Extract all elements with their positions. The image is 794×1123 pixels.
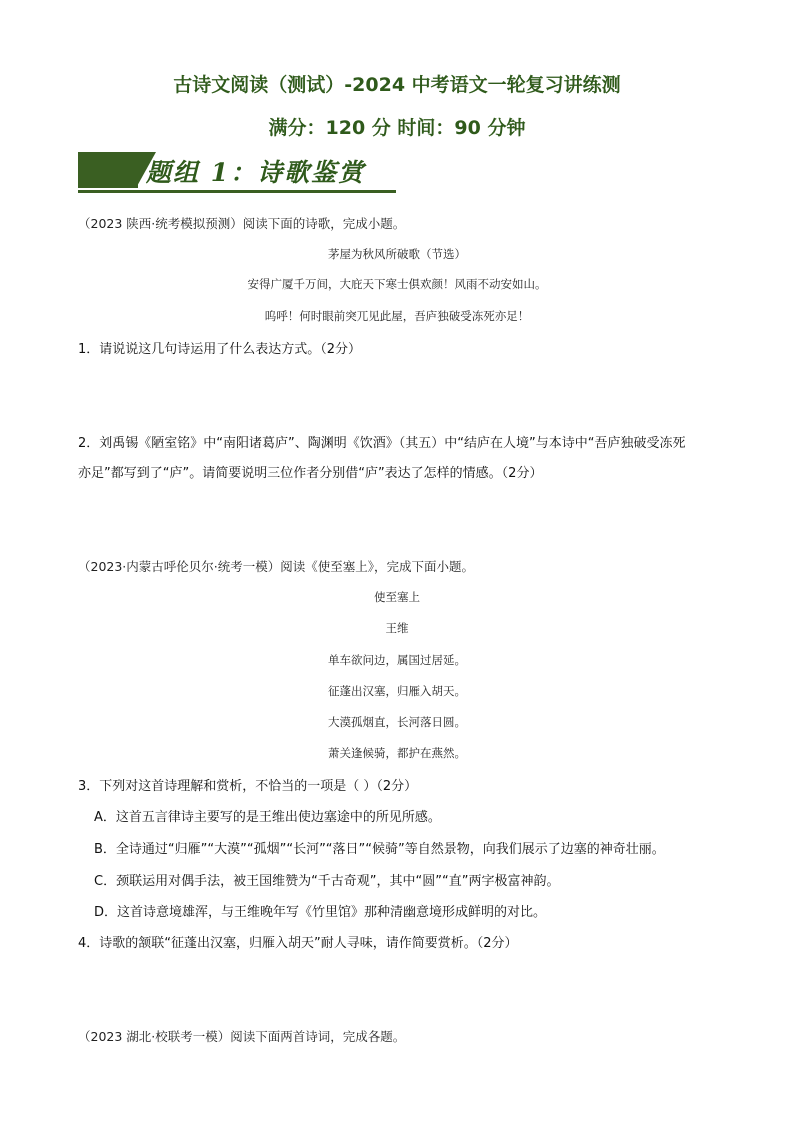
banner-block <box>78 152 138 188</box>
group2-poem-line: 单车欲问边，属国过居延。 <box>328 653 466 667</box>
question-1: 1．请说说这几句诗运用了什么表达方式。（2分） <box>78 342 362 357</box>
option-a: A．这首五言律诗主要写的是王维出使边塞途中的所见所感。 <box>94 810 441 825</box>
question-4: 4．诗歌的颔联“征蓬出汉塞，归雁入胡天”耐人寻味，请作简要赏析。（2分） <box>78 936 518 951</box>
group2-source: （2023·内蒙古呼伦贝尔·统考一模）阅读《使至塞上》，完成下面小题。 <box>78 559 475 574</box>
group1-poem-title: 茅屋为秋风所破歌（节选） <box>328 247 466 261</box>
section-banner <box>78 152 396 196</box>
question-3: 3．下列对这首诗理解和赏析，不恰当的一项是（ ）（2分） <box>78 779 418 794</box>
group2-poem-line: 征蓬出汉塞，归雁入胡天。 <box>328 684 466 698</box>
group1-poem-line: 安得广厦千万间，大庇天下寒士俱欢颜！风雨不动安如山。 <box>247 277 547 291</box>
option-c: C．颈联运用对偶手法，被王国维赞为“千古奇观”，其中“圆”“直”两字极富神韵。 <box>94 874 560 889</box>
option-b: B．全诗通过“归雁”“大漠”“孤烟”“长河”“落日”“候骑”等自然景物，向我们展示了边塞的神奇壮丽。 <box>94 842 665 857</box>
group1-source: （2023 陕西·统考模拟预测）阅读下面的诗歌，完成小题。 <box>78 216 406 231</box>
question-2-line1: 2．刘禹锡《陋室铭》中“南阳诸葛庐”、陶渊明《饮酒》（其五）中“结庐在人境”与本诗中“吾庐独破受冻死 <box>78 436 686 451</box>
group1-poem-line: 呜呼！何时眼前突兀见此屋，吾庐独破受冻死亦足！ <box>264 309 530 323</box>
question-2-line2: 亦足”都写到了“庐”。请简要说明三位作者分别借“庐”表达了怎样的情感。（2分） <box>78 466 543 481</box>
group2-poem-title: 使至塞上 <box>374 590 420 604</box>
section-heading: 题组 1：诗歌鉴赏 <box>146 158 366 187</box>
group3-source: （2023 湖北·校联考一模）阅读下面两首诗词，完成各题。 <box>78 1029 406 1044</box>
group2-poem-line: 萧关逢候骑，都护在燕然。 <box>328 746 466 760</box>
banner-underline <box>78 190 396 193</box>
page-title: 古诗文阅读（测试）-2024 中考语文一轮复习讲练测 <box>173 74 621 96</box>
page-subtitle: 满分：120 分 时间：90 分钟 <box>268 117 526 139</box>
option-d: D．这首诗意境雄浑，与王维晚年写《竹里馆》那种清幽意境形成鲜明的对比。 <box>94 905 547 920</box>
group2-poem-author: 王维 <box>385 621 409 635</box>
group2-poem-line: 大漠孤烟直，长河落日圆。 <box>328 715 466 729</box>
